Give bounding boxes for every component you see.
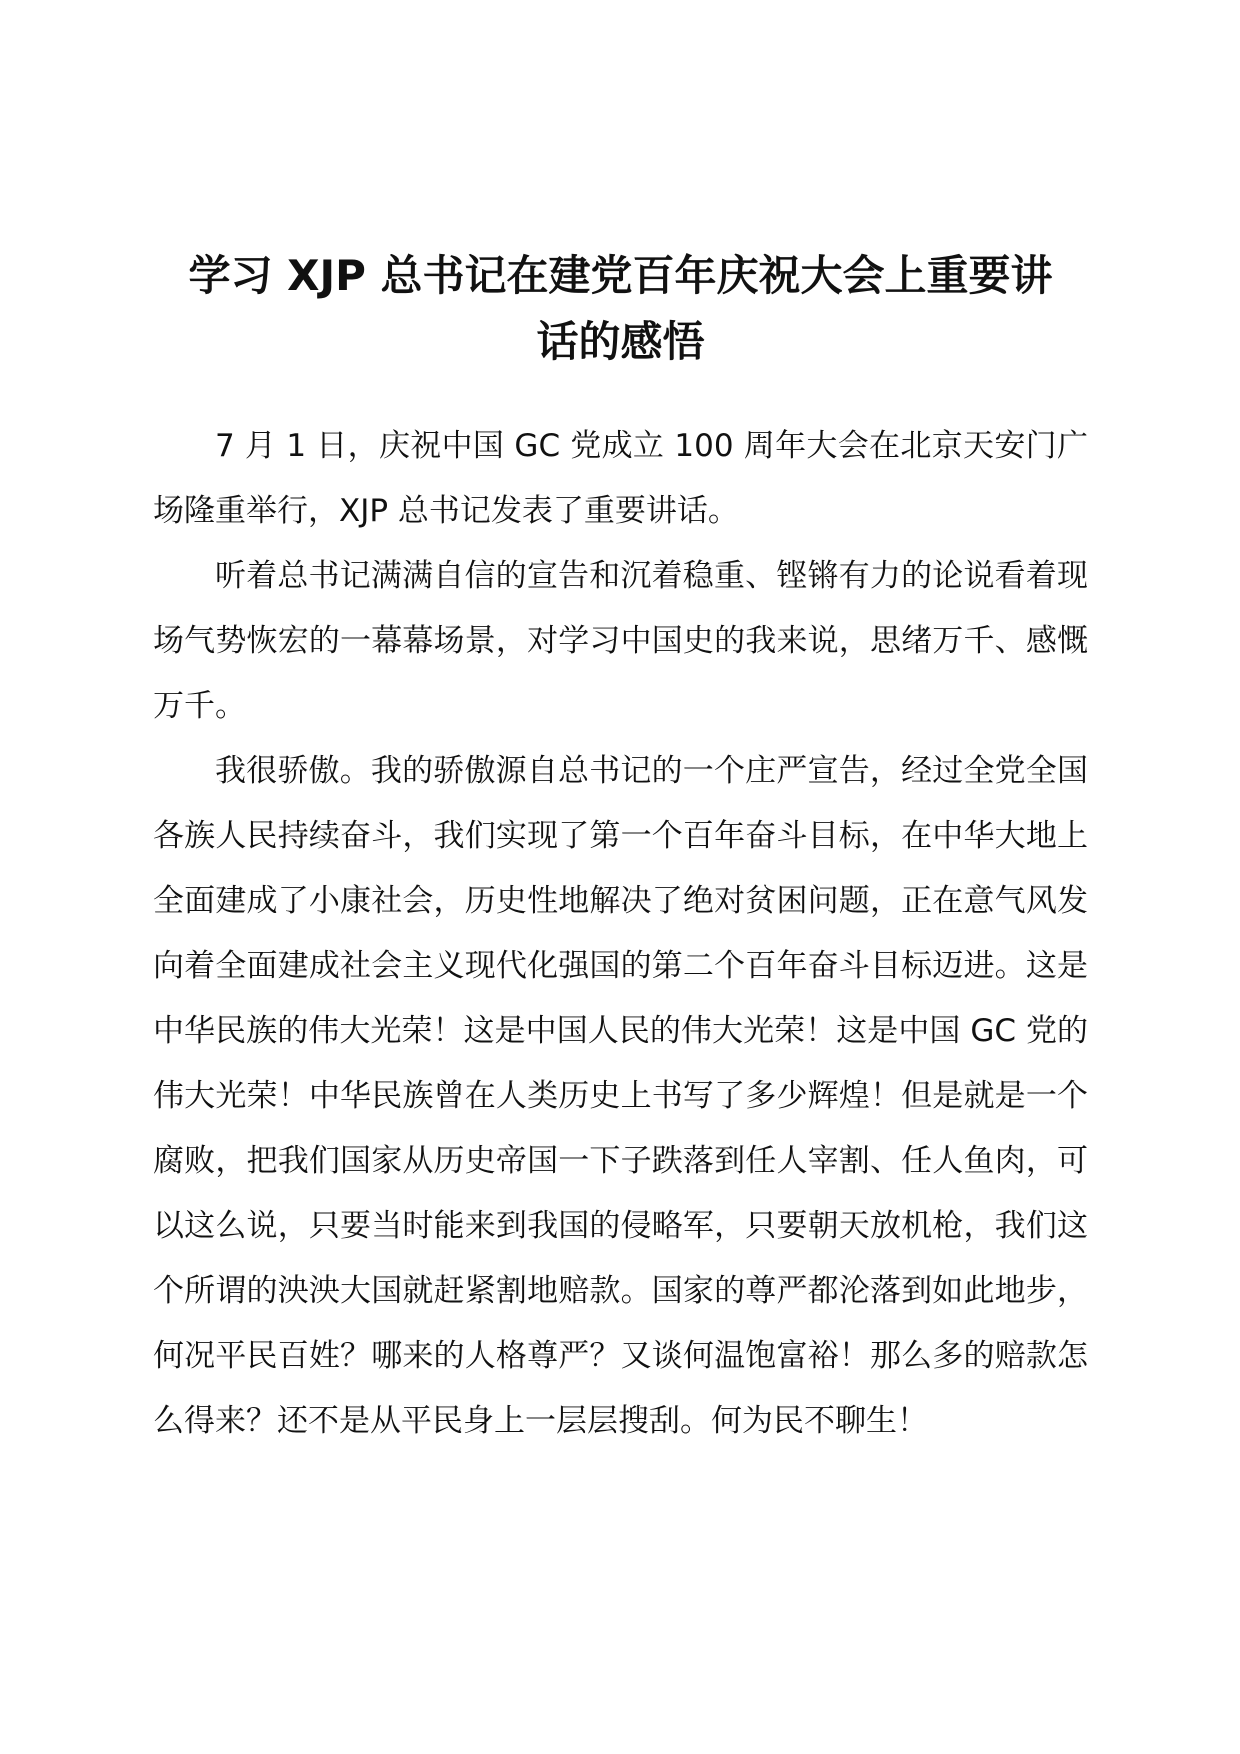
document-title xyxy=(153,243,1088,375)
paragraph-3: 我很骄傲。我的骄傲源自总书记的一个庄严宣告，经过全党全国各族人民持续奋斗，我们实现了第一个百年奋斗目标，在中华大地上全面建成了小康社会，历史性地解决了绝对贫困问题，正在意气风发向着全面建成社会主义现代化强国的第二个百年奋斗目标迈进。这是中华民族的伟大光荣！这是中国人民的伟大光荣！这是中国 GC 党的伟大光荣！中华民族曾在人类历史上书写了多少辉煌！但是就是一个腐败，把我们国家从历史帝国一下子跌落到任人宰割、任人鱼肉，可以这么说，只要当时能来到我国的侵略军，只要朝天放机枪，我们这个所谓的泱泱大国就赶紧割地赔款。国家的尊严都沦落到如此地步，何况平民百姓？哪来的人格尊严？又谈何温饱富裕！那么多的赔款怎么得来？还不是从平民身上一层层搜刮。何为民不聊生！ xyxy=(153,753,1088,1439)
paragraph-2: 听着总书记满满自信的宣告和沉着稳重、铿锵有力的论说看着现场气势恢宏的一幕幕场景，对学习中国史的我来说，思绪万千、感慨万千。 xyxy=(153,558,1088,724)
document-body xyxy=(153,414,1088,1454)
paragraph-1: 7 月 1 日，庆祝中国 GC 党成立 100 周年大会在北京天安门广场隆重举行，XJP 总书记发表了重要讲话。 xyxy=(153,428,1088,529)
document-title-line-2: 话的感悟 xyxy=(536,317,705,366)
document-title-line-1: 学习 XJP 总书记在建党百年庆祝大会上重要讲 xyxy=(188,251,1053,300)
document-content xyxy=(153,243,1088,1454)
